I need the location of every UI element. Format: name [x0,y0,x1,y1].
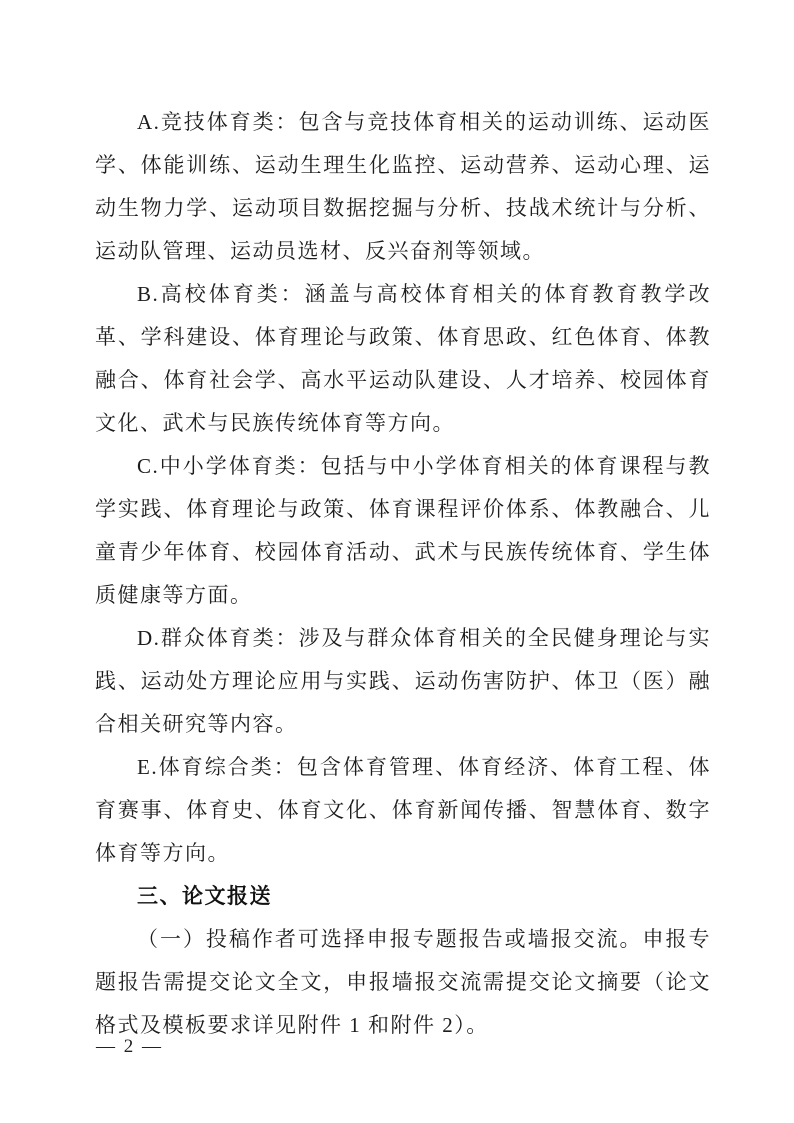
paragraph-submission-1: （一）投稿作者可选择申报专题报告或墙报交流。申报专题报告需提交论文全文，申报墙报交流需提交论文摘要（论文格式及模板要求详见附件 1 和附件 2）。 [95,927,711,1037]
paragraph-category-c: C.中小学体育类：包括与中小学体育相关的体育课程与教学实践、体育理论与政策、体育课程评价体系、体教融合、儿童青少年体育、校园体育活动、武术与民族传统体育、学生体质健康等方面。 [95,454,711,607]
document-body [95,101,711,1047]
paragraph-category-d: D.群众体育类：涉及与群众体育相关的全民健身理论与实践、运动处方理论应用与实践、运动伤害防护、体卫（医）融合相关研究等内容。 [95,626,711,736]
paragraph-category-e: E.体育综合类：包含体育管理、体育经济、体育工程、体育赛事、体育史、体育文化、体育新闻传播、智慧体育、数字体育等方向。 [95,755,711,865]
section-heading-paper-submission: 三、论文报送 [137,885,272,908]
paragraph-category-a: A.竞技体育类：包含与竞技体育相关的运动训练、运动医学、体能训练、运动生理生化监控、运动营养、运动心理、运动生物力学、运动项目数据挖掘与分析、技战术统计与分析、运动队管理、运动员选材、反兴奋剂等领域。 [95,110,711,263]
page-number: — 2 — [96,1036,163,1057]
paragraph-category-b: B.高校体育类：涵盖与高校体育相关的体育教育教学改革、学科建设、体育理论与政策、体育思政、红色体育、体教融合、体育社会学、高水平运动队建设、人才培养、校园体育文化、武术与民族传统体育等方向。 [95,282,711,435]
page-footer [96,1036,163,1058]
